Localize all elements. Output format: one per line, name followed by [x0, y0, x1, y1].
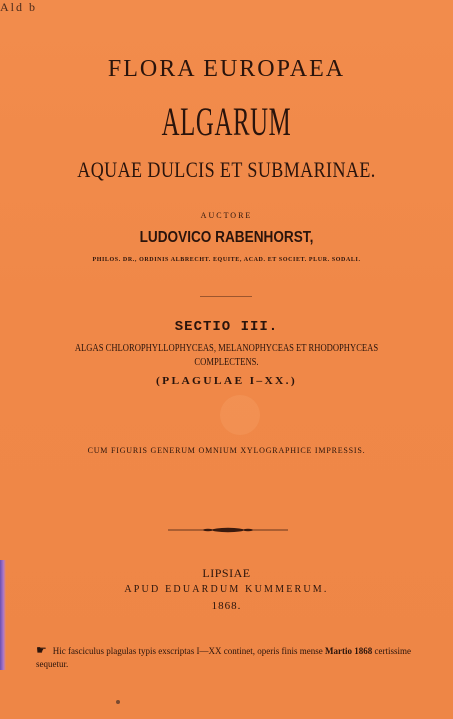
- author-credentials: PHILOS. DR., ORDINIS ALBRECHT. EQUITE, ACAD. ET SOCIET. PLUR. SODALI.: [92, 257, 361, 263]
- auctore-label: AUCTORE: [200, 211, 253, 220]
- imprint-publisher: APUD EDUARDUM KUMMERUM.: [124, 584, 329, 595]
- author-name: LUDOVICO RABENHORST,: [139, 229, 314, 246]
- publication-note: [36, 644, 416, 671]
- paper-stain: [220, 395, 260, 435]
- imprint-city: LIPSIAE: [202, 566, 251, 580]
- title-line-3: AQUAE DULCIS ET SUBMARINAE.: [77, 157, 376, 182]
- plagulae-range: (PLAGULAE I–XX.): [156, 376, 297, 387]
- corner-handwriting: Ald b: [0, 0, 37, 14]
- title-line-2: ALGARUM: [161, 99, 292, 144]
- imprint-year: 1868.: [211, 600, 242, 612]
- title-line-1: FLORA EUROPAEA: [107, 56, 346, 82]
- note-text-1: Hic fasciculus plagulas typis exscriptas I—XX continet, operis finis mense: [52, 646, 323, 656]
- divider-top: [200, 296, 252, 297]
- paper-speck: [116, 700, 120, 704]
- note-date: Martio 1868: [324, 646, 373, 656]
- sectio-heading: SECTIO III.: [174, 319, 279, 335]
- pointing-hand-icon: ☛: [36, 643, 47, 657]
- note-text-2: certissime sequetur.: [36, 646, 411, 669]
- sectio-description-line-2: COMPLECTENS.: [194, 356, 259, 368]
- ornament-rule: [168, 526, 288, 534]
- sectio-description-line-1: ALGAS CHLOROPHYLLOPHYCEAS, MELANOPHYCEAS ET RHODOPHYCEAS: [74, 342, 379, 354]
- figuris-note: CUM FIGURIS GENERUM OMNIUM XYLOGRAPHICE IMPRESSIS.: [87, 446, 366, 455]
